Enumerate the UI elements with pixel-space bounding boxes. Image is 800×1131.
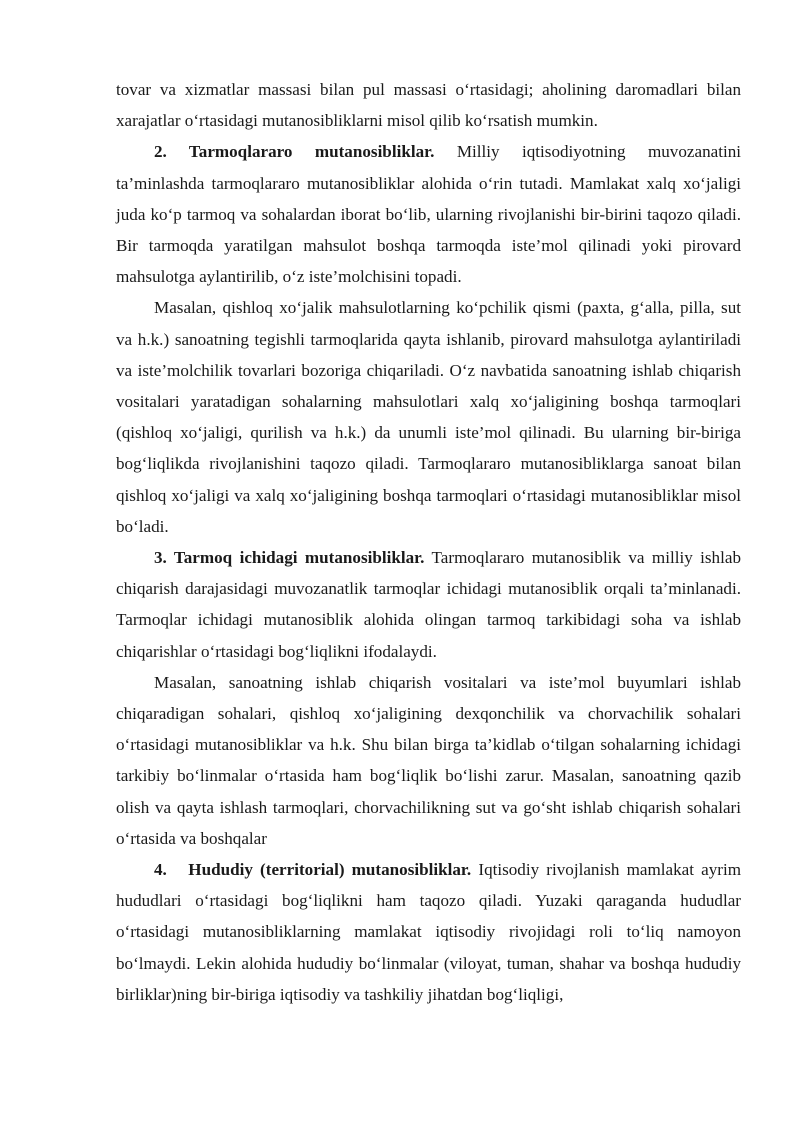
paragraph-text: Masalan, qishloq xo‘jalik mahsulotlarning ko‘pchilik qismi (paxta, g‘alla, pilla, sut va h.k.) sanoatning tegishli tarmoqlarida qayta ishlanib, pirovard mahsulotga aylantiriladi va iste’molchilik tovarlari bozoriga chiqariladi. O‘z navbatida sanoatning ishlab chiqarish vositalari yaratadigan sohalarning mahsulotlari xalq xo‘jaligining boshqa tarmoqlari (qishloq xo‘jaligi, qurilish va h.k.) da unumli iste’mol qilinadi. Bu ularning bir-biriga bog‘liqlikda rivojlanishini taqozo qiladi. Tarmoqlararo mutanosibliklarga sanoat bilan qishloq xo‘jaligi va xalq xo‘jaligining boshqa tarmoqlari o‘rtasidagi mutanosibliklar misol bo‘ladi. — [116, 298, 741, 536]
paragraph-text: tovar va xizmatlar massasi bilan pul massasi o‘rtasidagi; aholining daromadlari bilan xarajatlar o‘rtasidagi mutanosibliklarni misol qilib ko‘rsatish mumkin. — [116, 80, 741, 131]
paragraph-text: Masalan, sanoatning ishlab chiqarish vositalari va iste’mol buyumlari ishlab chiqaradigan sohalari, qishloq xo‘jaligining dexqonchilik va chorvachilik sohalari o‘rtasidagi mutanosibliklar va h.k. Shu bilan birga ta’kidlab o‘tilgan sohalarning ichidagi tarkibiy bo‘linmalar o‘rtasida ham bog‘liqlik bo‘lishi zarur. Masalan, sanoatning qazib olish va qayta ishlash tarmoqlari, chorvachilikning sut va go‘sht ishlab chiqarish sohalari o‘rtasida va boshqalar — [116, 672, 741, 848]
paragraph-text: Milliy iqtisodiyotning muvozanatini ta’minlashda tarmoqlararo mutanosibliklar alohida o‘rin tutadi. Mamlakat xalq xo‘jaligi juda ko‘p tarmoq va sohalardan iborat bo‘lib, ularning rivojlanishi bir-birini taqozo qiladi. Bir tarmoqda yaratilgan mahsulot boshqa tarmoqda iste’mol qilinadi yoki pirovard mahsulotga aylantirilib, o‘z iste’molchisini topadi. — [116, 142, 741, 287]
section-heading-territorial: 4. Hududiy (territorial) mutanosibliklar. — [154, 860, 472, 880]
paragraph-example-industry — [116, 667, 741, 854]
paragraph-territorial — [116, 854, 741, 1010]
section-heading-intraindustry: 3. Tarmoq ichidagi mutanosibliklar. — [154, 548, 425, 568]
paragraph-text: Tarmoqlararo mutanosiblik va milliy ishlab chiqarish darajasidagi muvozanatlik tarmoqlar ichidagi mutanosiblik orqali ta’minlanadi. Tarmoqlar ichidagi mutanosiblik alohida olingan tarmoq tarkibidagi soha va ishlab chiqarishlar o‘rtasidagi bog‘liqlikni ifodalaydi. — [116, 548, 741, 661]
section-heading-interindustry: 2. Tarmoqlararo mutanosibliklar. — [154, 142, 435, 162]
paragraph-continuation — [116, 74, 741, 136]
paragraph-intraindustry — [116, 542, 741, 667]
document-page — [116, 74, 741, 1010]
paragraph-interindustry — [116, 136, 741, 292]
paragraph-example-agriculture — [116, 292, 741, 542]
paragraph-text: Iqtisodiy rivojlanish mamlakat ayrim hududlari o‘rtasidagi bog‘liqlikni ham taqozo qiladi. Yuzaki qaraganda hududlar o‘rtasidagi mutanosibliklarning mamlakat iqtisodiy rivojidagi roli to‘liq namoyon bo‘lmaydi. Lekin alohida hududiy bo‘linmalar (viloyat, tuman, shahar va boshqa hududiy birliklar)ning bir-biriga iqtisodiy va tashkiliy jihatdan bog‘liqligi, — [116, 860, 741, 1004]
